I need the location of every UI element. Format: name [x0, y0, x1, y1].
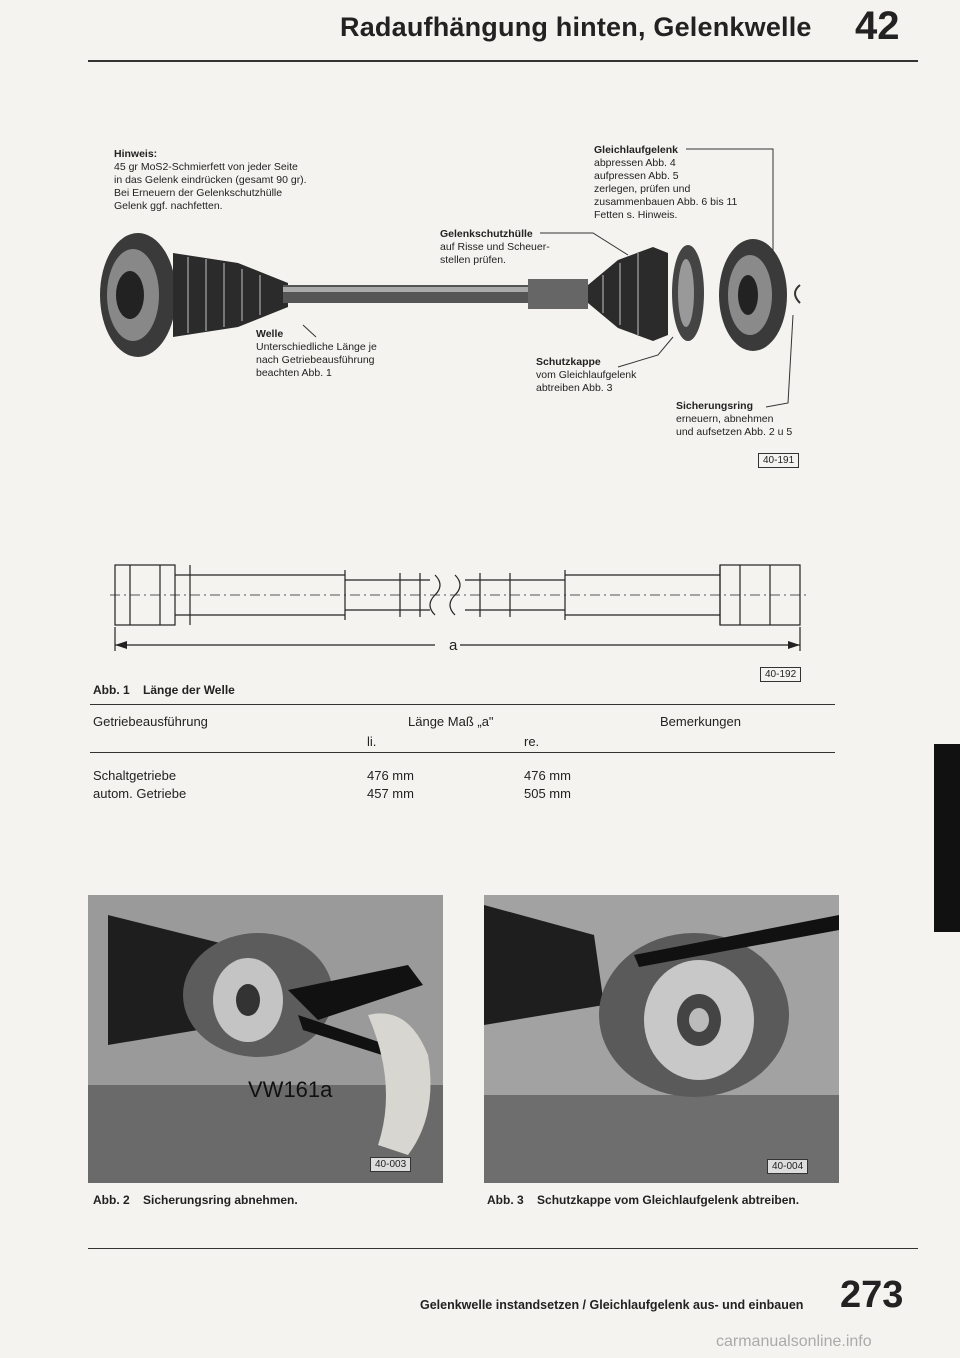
figure1-caption	[93, 683, 235, 697]
footer-section-title: Gelenkwelle instandsetzen / Gleichlaufgelenk aus- und einbauen	[420, 1298, 804, 1312]
figure-code: 40-191	[758, 453, 799, 468]
label-line: Fetten s. Hinweis.	[594, 209, 678, 221]
chapter-tab-marker	[934, 744, 960, 932]
note-line: Bei Erneuern der Gelenkschutzhülle	[114, 187, 283, 199]
page-number: 273	[840, 1274, 904, 1316]
shaft-figure-code: 40-192	[760, 667, 801, 682]
table-top-rule	[90, 704, 835, 705]
note-line: in das Gelenk eindrücken (gesamt 90 gr).	[114, 174, 307, 186]
note-title: Hinweis:	[114, 148, 158, 160]
label-line: zusammenbauen Abb. 6 bis 11	[594, 196, 738, 208]
label-title: Gleichlaufgelenk	[594, 144, 679, 156]
caption-text: Schutzkappe vom Gleichlaufgelenk abtreiben.	[537, 1193, 800, 1207]
caption-number: Abb. 1	[93, 683, 130, 697]
tool-label: VW161a	[248, 1077, 333, 1102]
label-line: stellen prüfen.	[440, 254, 506, 266]
photo2-code: 40-003	[370, 1157, 411, 1172]
label-title: Sicherungsring	[676, 400, 754, 412]
label-line: zerlegen, prüfen und	[594, 183, 691, 195]
label-line: vom Gleichlaufgelenk	[536, 369, 637, 381]
label-title: Schutzkappe	[536, 356, 601, 368]
footer-rule	[88, 1248, 918, 1249]
watermark: carmanualsonline.info	[716, 1333, 872, 1350]
note-block	[114, 148, 307, 213]
note-line: 45 gr MoS2-Schmierfett von jeder Seite	[114, 161, 298, 173]
caption-text: Sicherungsring abnehmen.	[143, 1193, 298, 1207]
label-line: abtreiben Abb. 3	[536, 382, 613, 394]
dimension-label-a: a	[449, 637, 458, 654]
note-line: Gelenk ggf. nachfetten.	[114, 200, 223, 212]
caption-number: Abb. 3	[487, 1193, 524, 1207]
table-row-1-right: 476 mm	[524, 768, 571, 783]
header-left: li.	[367, 734, 377, 749]
figure2-caption	[93, 1193, 298, 1207]
shaft-dimension-drawing	[110, 545, 810, 665]
shaft-outline	[110, 545, 810, 665]
header-remarks: Bemerkungen	[660, 714, 741, 729]
label-line: auf Risse und Scheuer-	[440, 241, 550, 253]
header-gearbox: Getriebeausführung	[93, 714, 208, 729]
table-row-1-left: 476 mm	[367, 768, 414, 783]
table-header-rule	[90, 752, 835, 753]
label-shaft	[256, 328, 377, 380]
header-length: Länge Maß „a"	[408, 714, 494, 729]
label-circlip	[676, 400, 792, 439]
photo3-image	[484, 895, 839, 1183]
label-line: Unterschiedliche Länge je	[256, 341, 377, 353]
table-row-1-type: Schaltgetriebe	[93, 768, 177, 783]
label-line: nach Getriebeausführung	[256, 354, 375, 366]
table-row-2-type: autom. Getriebe	[93, 786, 187, 801]
label-cap	[536, 356, 636, 395]
photo-circlip-removal	[88, 895, 443, 1183]
label-boot	[440, 228, 550, 267]
photo-cap-removal	[484, 895, 839, 1183]
label-title: Gelenkschutzhülle	[440, 228, 533, 240]
header-rule	[88, 60, 918, 62]
caption-text: Länge der Welle	[143, 683, 235, 697]
table-row-2-left: 457 mm	[367, 786, 414, 801]
label-line: abpressen Abb. 4	[594, 157, 676, 169]
label-cv-joint	[594, 144, 737, 222]
header-right: re.	[524, 734, 540, 749]
chapter-number: 42	[855, 4, 900, 48]
caption-number: Abb. 2	[93, 1193, 130, 1207]
page-title: Radaufhängung hinten, Gelenkwelle	[340, 12, 812, 42]
label-line: und aufsetzen Abb. 2 u 5	[676, 426, 793, 438]
label-line: aufpressen Abb. 5	[594, 170, 679, 182]
figure3-caption	[487, 1193, 799, 1207]
label-line: erneuern, abnehmen	[676, 413, 774, 425]
label-line: beachten Abb. 1	[256, 367, 332, 379]
photo3-code: 40-004	[767, 1159, 808, 1174]
photo2-image	[88, 895, 443, 1183]
table-row-2-right: 505 mm	[524, 786, 571, 801]
label-title: Welle	[256, 328, 284, 340]
